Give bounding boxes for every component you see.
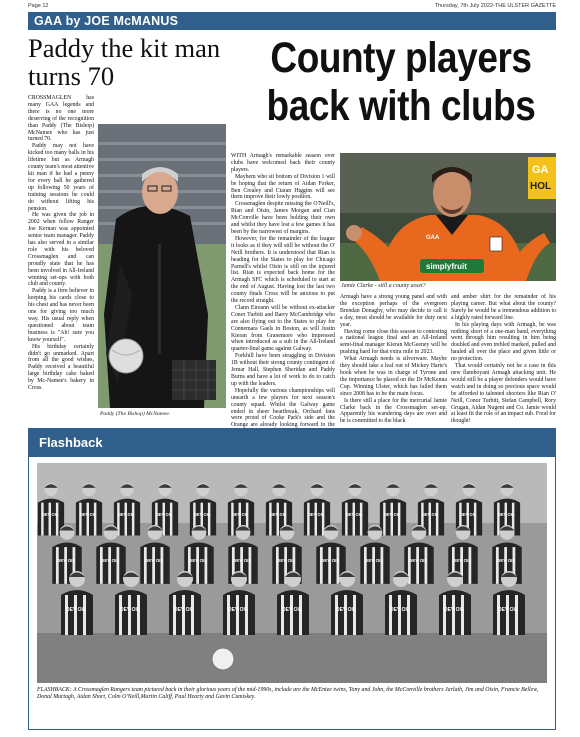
- paddy-photo-caption: Paddy (The Bishop) McNamee.: [100, 411, 171, 417]
- county-paragraph: In his playing days with Armagh, he was nothing short of a one-man band, everything went through him resulting in him being doubled and even trebled marked, pulled and hauled all over the place and given little or no protection.: [451, 321, 556, 363]
- football: [212, 648, 234, 670]
- county-story-col2: [340, 294, 447, 424]
- jersey-sponsor-text: DEV OIL: [383, 511, 401, 517]
- jersey-sponsor-text: DEV OIL: [144, 557, 164, 563]
- jersey-sponsor-text: DEV OIL: [231, 511, 249, 517]
- jersey-sponsor-text: DEV OIL: [390, 607, 411, 613]
- jersey-sponsor-text: DEV OIL: [79, 511, 97, 517]
- county-paragraph: Mayhem who sit bottom of Division 1 will be hoping that the return of Aidan Forker, Ben Crealey and Ciaran Higgins will see them improve their lowly position.: [231, 173, 335, 201]
- jersey-sponsor-text: DEV OIL: [345, 511, 363, 517]
- jersey-sponsor-text: DEV OIL: [307, 511, 325, 517]
- county-paragraph: Armagh have a strong young panel and with the exception perhaps of the evergreen Brendan Donaghy, who may decide to call it a day, most should be available for duty next year.: [340, 294, 447, 328]
- jersey-sponsor-text: DEV OIL: [421, 511, 439, 517]
- kit-paragraph: He was given the job in 2002 when fellow Ranger Joe Kernan was appointed senior team manager. Paddy has also served in a similar role with his beloved Crossmaglen and can proudly state that he has been involved in All-Ireland winning set-ups with both club and county.: [28, 212, 94, 288]
- jersey-sponsor-text: DEV OIL: [336, 607, 357, 613]
- jersey-sponsor-text: DEV OIL: [452, 557, 472, 563]
- ad-board-text-2: HOL: [530, 181, 552, 192]
- county-paragraph: Is there still a place for the mercurial Jamie Clarke back in the Crossmaglen set-up. Apparently his wandering days are over and he is committed to the black: [340, 397, 447, 425]
- jersey-sponsor-text: DEV OIL: [174, 607, 195, 613]
- county-paragraph: Crossmaglen despite missing the O'Neill's, Rian and Oisin, James Morgan and Cian McConville have been holding their own and whilst they have lost a few games it has been by the narrowest of margins.: [231, 201, 335, 235]
- jersey-sponsor-text: DEV OIL: [56, 557, 76, 563]
- jersey-sponsor-text: DEV OIL: [41, 511, 59, 517]
- crest-text: GAA: [426, 235, 440, 241]
- jersey-sponsor-text: DEV OIL: [498, 607, 519, 613]
- jersey-sponsor-text: DEV OIL: [193, 511, 211, 517]
- jersey-sponsor-text: DEV OIL: [496, 557, 516, 563]
- issue-date: Thursday, 7th July 2022-THE ULSTER GAZETTE: [434, 3, 556, 9]
- county-story-headline: County players back with clubs: [266, 34, 536, 130]
- county-paragraph: However, for the remainder of the league it looks as if they will still be without the O' Neill brothers. It is understood that Rian is heading for the States to play for Chicago Parnell's whilst Oisin is still on the injured list. Rian is expected back home for the Armagh SFC which is scheduled to start at the end of August. Having lost the last two county finals Cross will be anxious to put the record straight.: [231, 235, 335, 305]
- jersey-sponsor-text: DEV OIL: [66, 607, 87, 613]
- jersey-sponsor-text: DEV OIL: [282, 607, 303, 613]
- flashback-bar: [29, 429, 555, 457]
- kit-paragraph: Paddy is a firm believer in keeping his cards close to his chest and has never been one for giving too much way. His usual reply when questioned about team business is "Ah! sure you know yourself".: [28, 288, 94, 343]
- jersey-sponsor-text: DEV OIL: [228, 607, 249, 613]
- kit-story-headline: Paddy the kit man turns 70: [28, 33, 221, 91]
- jersey-sponsor-text: DEV OIL: [320, 557, 340, 563]
- county-paragraph: Forkhill have been struggling in Division 1B without their strong county contingent of Jemar Hall, Stephen Sheridan and Paddy Burns and have a lot of work to do to catch up with the leaders.: [231, 353, 335, 387]
- kit-paragraph: Paddy may not have kicked too many balls in his lifetime but as Armagh county team's most attentive kit man if he had a penny for every ball he gathered up following 50 years of training sessions he could do without lifting his pension.: [28, 143, 94, 212]
- kit-paragraph: CROSSMAGLEN has many GAA legends and there is no one more deserving of the recognition than Paddy (The Bishop) McNamee who has just turned 70.: [28, 95, 94, 143]
- paddy-photo: [98, 124, 226, 408]
- kit-paragraph: His birthday certainly didn't go unmarked. Apart from all the good wishes, Paddy received a beautiful large birthday cake baked by Mc-Namee's bakery in Cross.: [28, 343, 94, 392]
- page-number: Page 12: [28, 3, 49, 9]
- flashback-caption: FLASHBACK: A Crossmaglen Rangers team pictured back in their glorious years of the mid-1990s, include are the McEntee twins, Tony and John, the McConville brothers Jarlath, Jim and Oisin, Francie Bellew, Donal Murtagh, Aidan Short, Colm O'Neill,Martin Califf, Paul Hearty and Gavin Cumiskey.: [37, 687, 539, 700]
- flashback-box: [28, 428, 556, 730]
- flashback-team-photo: [37, 463, 547, 683]
- flashback-title: Flashback: [39, 435, 103, 450]
- jersey-sponsor-text: DEV OIL: [269, 511, 287, 517]
- jersey-sponsor-text: DEV OIL: [155, 511, 173, 517]
- paddy-photo-image: [98, 124, 226, 408]
- county-story-col1: [231, 153, 335, 429]
- jersey-sponsor-text: DEV OIL: [100, 557, 120, 563]
- jamie-clarke-photo-image: [340, 153, 556, 281]
- county-paragraph: WITH Armagh's remarkable season over clubs have welcomed back their county players.: [231, 153, 335, 173]
- jersey-sponsor-text: DEV OIL: [188, 557, 208, 563]
- county-paragraph: What Armagh needs is silverware. Maybe they should take a leaf out of Mickey Harte's book when he was in charge of Tyrone and the importance he placed on the Dr McKenna Cup. Winning Ulster, which has failed them since 2008 has to be the main focus.: [340, 356, 447, 397]
- jersey-sponsor-text: DEV OIL: [459, 511, 477, 517]
- jamie-clarke-caption: Jamie Clarke - still a county asset?: [341, 283, 426, 289]
- kit-story-body: [28, 95, 94, 425]
- jersey-sponsor-text: DEV OIL: [497, 511, 515, 517]
- county-paragraph: Clann Eireann will be without ex-attacker Conor Turbitt and Barry McCambridge who are also flying out to the States to play for Connemara Gaels in Boston, as will Justin Kieran from Granemore who impressed when introduced as a sub in the All-Ireland quarter-final game against Galway.: [231, 304, 335, 353]
- jersey-sponsor-text: DEV OIL: [444, 607, 465, 613]
- section-title: GAA by JOE McMANUS: [34, 14, 179, 28]
- jersey-sponsor-text: DEV OIL: [117, 511, 135, 517]
- county-paragraph: That would certainly not be a case in this new flamboyant Armagh attacking unit. He would still be a player defenders would have watch and in doing so precious space would be afforded to talented shooters like Rian O' Neill, Conor Turbitt, Stefan Campbell, Rory Grugan, Aidan Nugent and Co. Jamie would at least fit the role of an impact sub. Food for thought!: [451, 363, 556, 425]
- county-story-col3: [451, 294, 556, 424]
- county-paragraph: Hopefully the various championships will unearth a few players for next season's county squad. Whilst the Galway game ended in sheer heartbreak, Orchard fans were proud of Cooke Park's side and the Orange are already looking forward to the: [231, 387, 335, 429]
- sponsor-text: simplyfruit: [426, 262, 467, 271]
- jersey-sponsor-text: DEV OIL: [276, 557, 296, 563]
- jamie-clarke-photo: [340, 153, 556, 281]
- county-paragraph: Having come close this season to contesting a national league final and an All-Ireland semi-final manager Kieran McGeeney will be pushing hard for that extra mile in 2023.: [340, 328, 447, 356]
- ad-board-text: GA: [532, 164, 549, 176]
- county-paragraph: and amber shirt for the remainder of his playing career. But what about the county? Surely he would be a tremendous addition to a highly rated forward line.: [451, 294, 556, 321]
- section-banner: [28, 12, 556, 30]
- jersey-sponsor-text: DEV OIL: [364, 557, 384, 563]
- jersey-sponsor-text: DEV OIL: [232, 557, 252, 563]
- flashback-team-photo-image: [37, 463, 547, 683]
- page-header: [28, 2, 556, 12]
- jersey-sponsor-text: DEV OIL: [120, 607, 141, 613]
- jersey-sponsor-text: DEV OIL: [408, 557, 428, 563]
